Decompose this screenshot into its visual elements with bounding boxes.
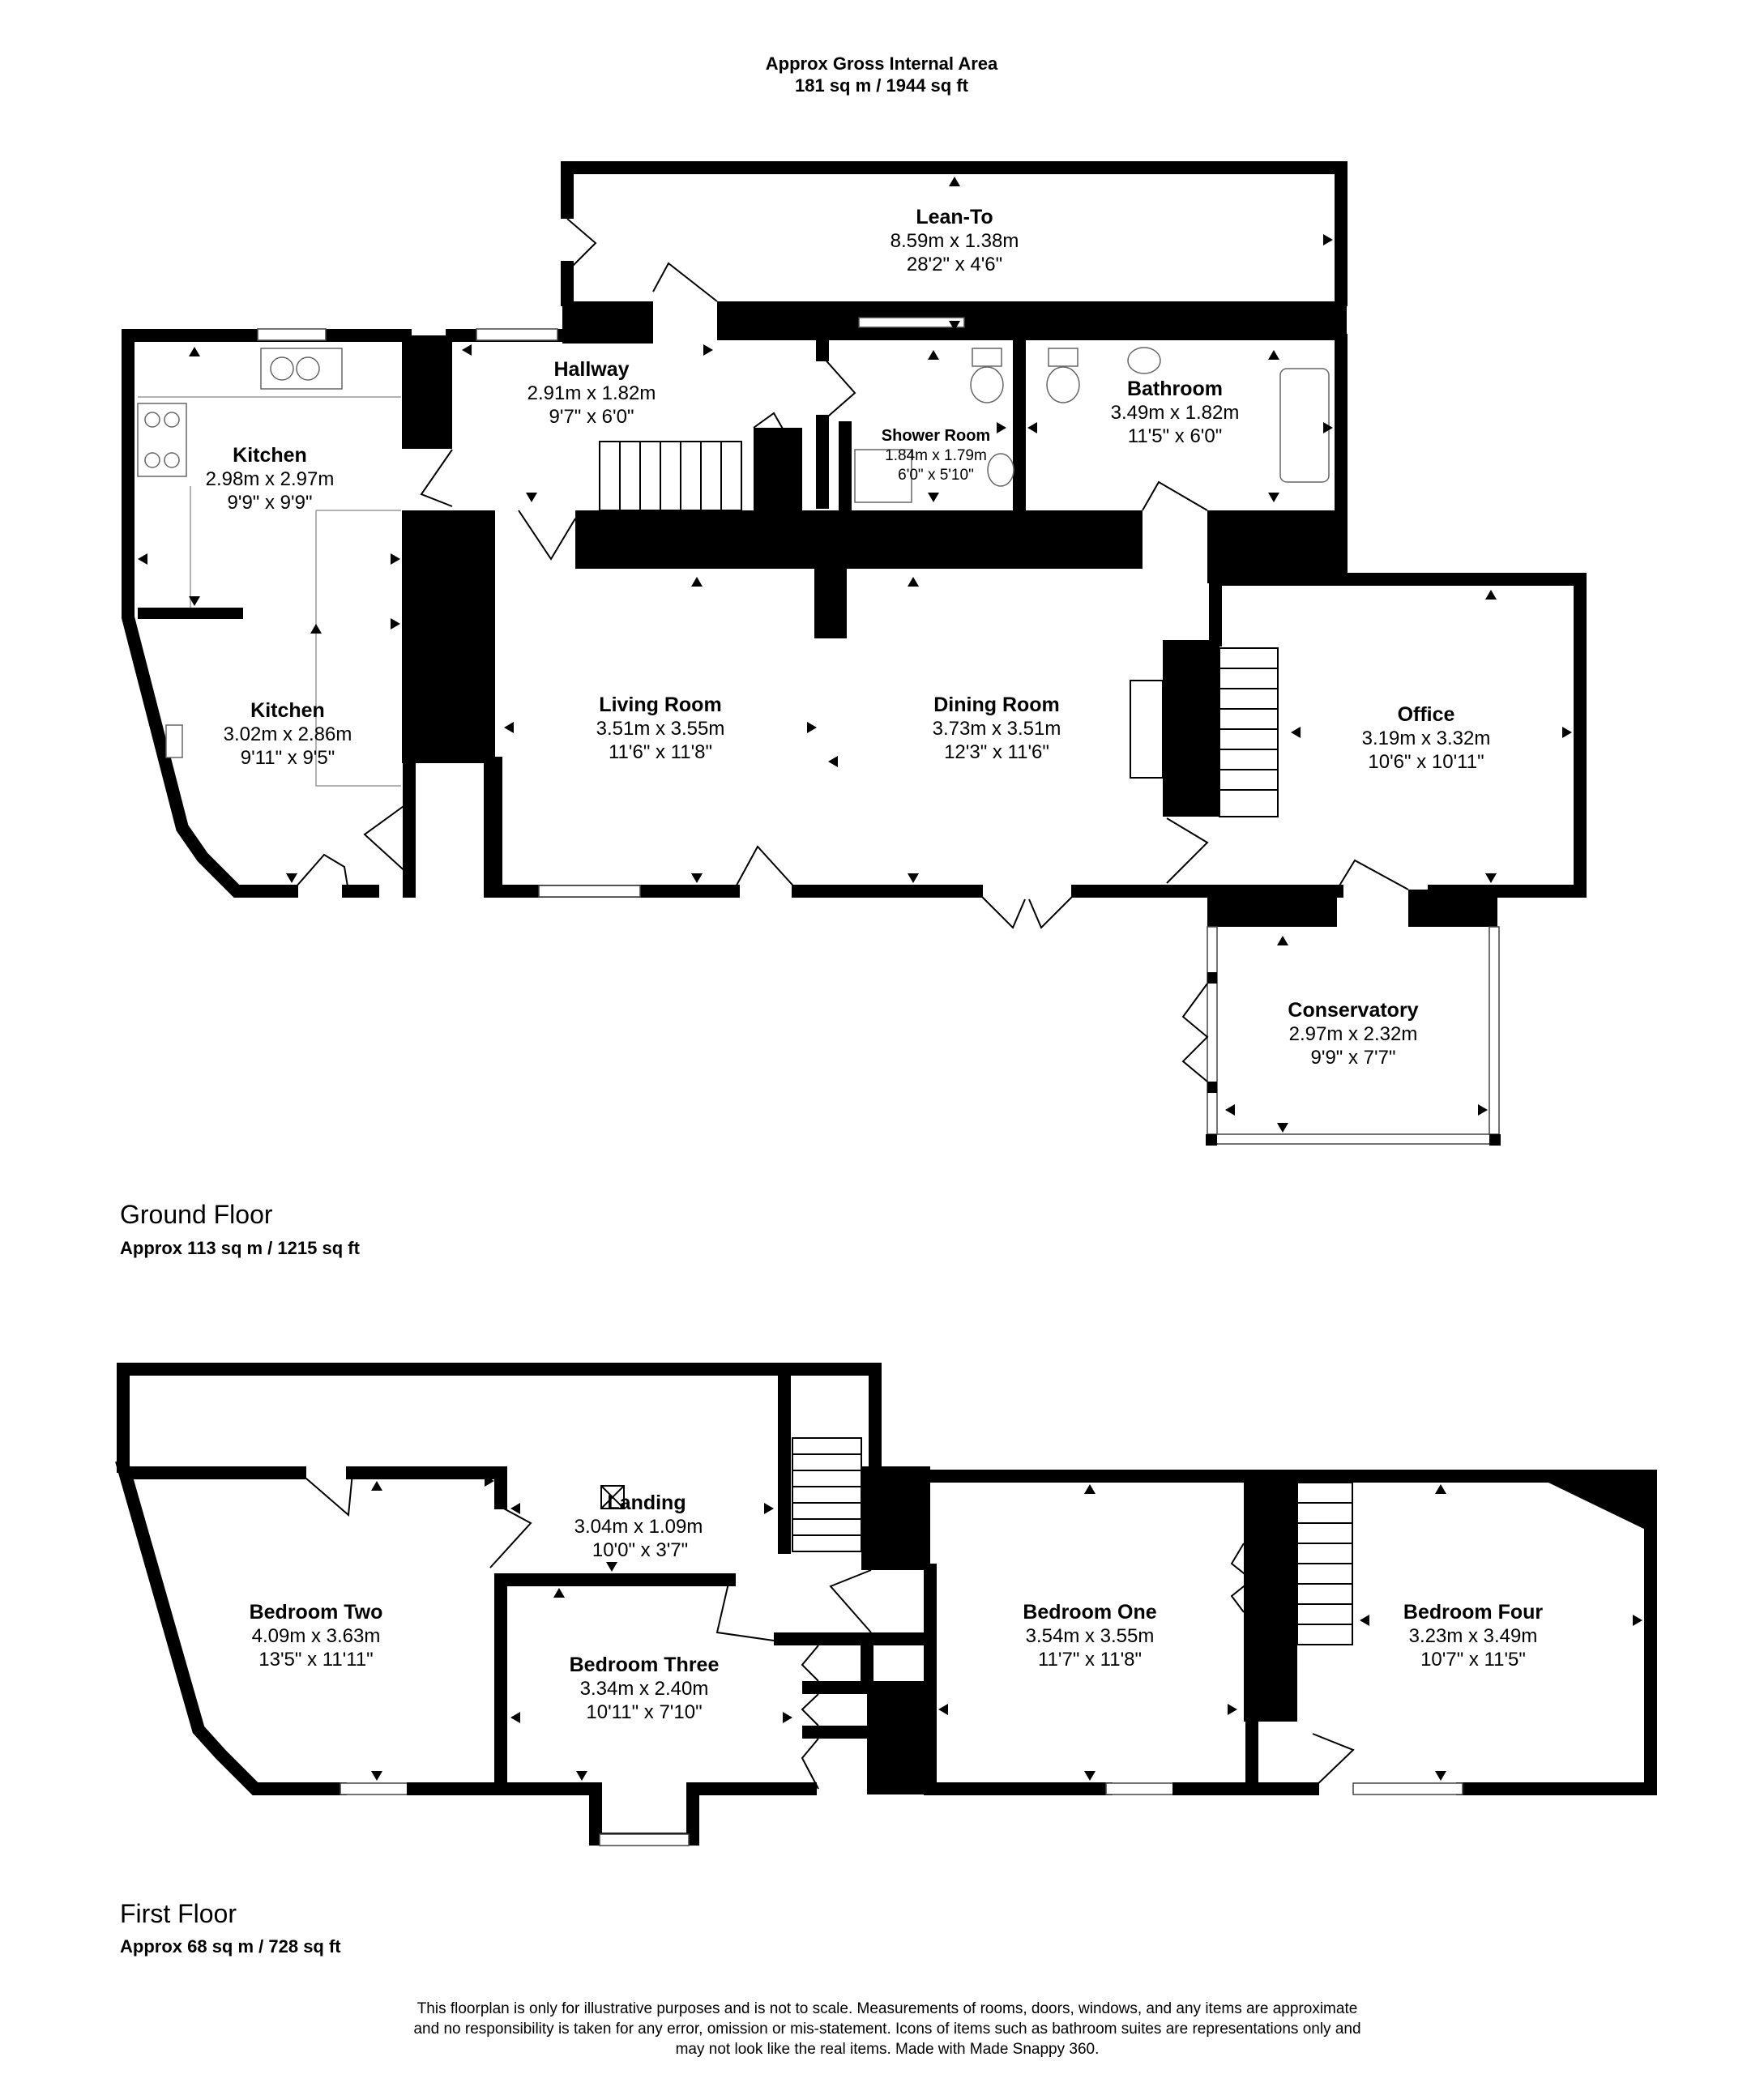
measure-arrow [504,722,514,733]
label-hallway [527,358,656,428]
measure-arrow [1291,727,1301,738]
measure-arrow [1277,1123,1288,1133]
measure-arrow [391,553,400,565]
room-name: Kitchen [233,444,307,467]
cupboard-wall-a [774,1632,928,1645]
hall-lean-to-door[interactable] [653,263,717,301]
measure-arrow [1485,590,1497,600]
measure-arrow [764,1503,774,1514]
dining-french-doors[interactable] [976,891,1078,928]
label-living-room [596,693,725,763]
bedroom-one-door[interactable] [831,1570,871,1632]
ground-floor-area: Approx 113 sq m / 1215 sq ft [120,1238,360,1258]
kitchen-sink-bowl-a [271,357,293,380]
office-stair-outline [1219,648,1278,817]
bedroom-four-door[interactable] [1313,1734,1353,1789]
room-name: Bedroom Four [1403,1601,1544,1624]
stairs-treads [792,1454,861,1535]
bathroom-basin [1128,348,1160,373]
kitchen-living-wall [402,510,495,763]
room-imperial: 9'9" x 7'7" [1310,1047,1396,1069]
measure-arrow [286,873,297,883]
measure-arrow [928,350,939,360]
shower-basin [988,454,1014,486]
measure-arrow [1268,350,1279,360]
stair-treads [620,442,721,510]
room-metric: 2.91m x 1.82m [527,382,656,404]
living-garden-door[interactable] [733,847,798,891]
measure-arrow [807,722,817,733]
dining-chimney [1163,640,1219,817]
measure-arrow [1084,1771,1096,1781]
kitchen-top-window [258,329,326,340]
room-name: Kitchen [250,699,325,722]
label-bedroom-three [570,1654,720,1723]
room-metric: 3.19m x 3.32m [1361,728,1491,749]
bedroom-four-window [1353,1783,1463,1794]
measure-arrow [510,1712,520,1723]
label-bedroom-two [250,1601,383,1671]
disclaimer-line-1: This floorplan is only for illustrative purposes and is not to scale. Measurements of rooms, doors, windows, and any items are approximate [416,2000,1358,2017]
stair-enclosure-wall [778,1369,791,1554]
kitchen-hob [138,403,186,476]
hallway-window [476,329,557,340]
dining-office-door[interactable] [1167,818,1207,883]
conservatory-corner-d [1489,1134,1501,1146]
bathroom-toilet-cistern [1049,348,1078,366]
ground-floor-plan [120,168,1580,1258]
label-dining-room [933,693,1061,763]
room-imperial: 10'7" x 11'5" [1420,1649,1526,1671]
measure-arrow [1485,873,1497,883]
gross-area-title: Approx Gross Internal Area [765,53,998,74]
conservatory-left-glazing [1207,927,1217,1142]
room-imperial: 10'11" x 7'10" [586,1701,703,1723]
stair-treads [1297,1503,1352,1624]
bedroom-two-door[interactable] [300,1473,352,1515]
shower-room-wall [839,421,852,510]
shower-bath-wall [1013,340,1026,510]
bedroom-three-walls [501,1789,810,1839]
measure-arrow [691,577,703,587]
measure-arrow [997,422,1006,433]
bedroom-one-window [1106,1783,1179,1794]
conservatory-corner-b [1207,1082,1217,1093]
label-lean-to [891,206,1019,275]
lean-to-divider-left [562,301,653,344]
room-name: Bedroom Two [249,1601,383,1624]
room-name: Bedroom One [1023,1601,1157,1624]
kitchen-hall-column [402,335,452,449]
measure-arrow [371,1481,382,1491]
office-conservatory-wall-b [1408,890,1497,927]
hob-ring-c [145,453,160,467]
office-staircase[interactable] [1219,648,1278,817]
measure-arrow [949,177,960,186]
room-imperial: 11'6" x 11'8" [608,741,713,763]
bedroom-three-window [600,1834,689,1846]
measure-arrow [1435,1771,1446,1781]
cupboard-door-a[interactable] [802,1645,818,1681]
room-metric: 3.73m x 3.51m [932,718,1061,740]
measure-arrow [783,1712,792,1723]
landing-door[interactable] [490,1507,531,1568]
kitchen-lobby-wall [409,763,490,891]
disclaimer [413,2000,1360,2058]
measure-arrow [310,624,322,634]
room-name: Shower Room [881,427,991,445]
shower-toilet [971,367,1003,403]
room-imperial: 9'9" x 9'9" [227,492,313,514]
measure-arrow [1633,1615,1642,1626]
label-conservatory [1288,999,1418,1069]
label-bedroom-four [1403,1601,1543,1671]
first-floor-top-strip [123,1369,875,1476]
label-bathroom [1111,378,1240,447]
conservatory-corner-a [1207,972,1217,984]
measure-arrow [189,347,200,356]
cupboard-door-b[interactable] [802,1694,818,1726]
room-imperial: 6'0" x 5'10" [898,467,974,484]
room-name: Hallway [553,358,630,381]
room-imperial: 28'2" x 4'6" [906,254,1003,275]
shower-room-door[interactable] [822,356,855,421]
room-imperial: 10'6" x 10'11" [1368,751,1484,773]
room-imperial: 10'0" x 3'7" [592,1539,689,1561]
measure-arrow [928,493,939,502]
measure-arrow [606,1562,617,1572]
cupboard-door-c[interactable] [802,1739,818,1789]
room-name: Living Room [599,693,722,716]
first-floor-doors [300,1473,1353,1789]
room-name: Landing [607,1491,686,1514]
measure-arrow [1360,1615,1369,1626]
label-kitchen-b [224,699,352,769]
room-imperial: 11'5" x 6'0" [1127,425,1223,447]
kitchen-back-door[interactable] [296,855,348,891]
under-stair-wall [754,428,802,510]
office-conservatory-wall-a [1207,890,1337,927]
room-metric: 3.04m x 1.09m [574,1516,703,1538]
living-window [539,886,640,897]
kitchen-appliance [166,725,182,757]
room-imperial: 9'7" x 6'0" [549,406,634,428]
measure-arrow [703,344,713,356]
central-spine-wall [575,510,1143,569]
room-name: Dining Room [933,693,1060,716]
bedroom-four-stair-wall [1244,1470,1297,1722]
cupboard-wall-b [802,1681,867,1694]
office-stair-treads [1219,668,1278,790]
room-name: Bathroom [1126,378,1224,400]
first-floor-plan [120,1369,1657,1957]
room-metric: 3.02m x 2.86m [223,723,352,745]
disclaimer-line-3: may not look like the real items. Made with Made Snappy 360. [675,2041,1100,2058]
measure-arrow [1027,422,1037,433]
measure-arrow [1228,1704,1237,1715]
room-metric: 2.98m x 2.97m [205,468,335,490]
measure-arrow [828,756,838,767]
conservatory-side-door[interactable] [1183,984,1207,1082]
bedroom-two-window [340,1783,413,1794]
shower-toilet-cistern [972,348,1002,366]
room-name: Conservatory [1288,999,1419,1022]
room-metric: 4.09m x 3.63m [251,1625,381,1647]
lean-to-divider-right [717,301,1347,340]
measure-arrow [138,553,147,565]
first-floor-stairs[interactable] [792,1438,861,1551]
room-imperial: 13'5" x 11'11" [258,1649,374,1671]
ground-floor-title: Ground Floor [120,1200,273,1229]
room-metric: 1.84m x 1.79m [885,447,987,464]
measure-arrow [691,873,703,883]
hob-ring-a [145,412,160,427]
room-metric: 3.34m x 2.40m [579,1678,709,1700]
measure-arrow [576,1771,587,1781]
bathroom-door[interactable] [1143,482,1207,510]
conservatory-right-glazing [1489,927,1499,1142]
conservatory-corner-c [1206,1134,1217,1146]
measure-arrow [1277,936,1288,945]
room-imperial: 9'11" x 9'5" [240,747,335,769]
bathroom-toilet [1047,367,1079,403]
cupboard-block [867,1681,930,1794]
stair-head-wall [861,1466,930,1570]
measure-arrow [908,577,919,587]
room-metric: 3.49m x 1.82m [1110,402,1240,424]
lobby-door[interactable] [365,802,409,875]
measure-arrow [1562,727,1572,738]
conservatory-bottom-glazing [1207,1134,1499,1144]
hallway-staircase[interactable] [600,442,741,510]
hall-kitchen-door[interactable] [421,450,452,506]
first-floor-area: Approx 68 sq m / 728 sq ft [120,1936,341,1957]
first-floor-title: First Floor [120,1899,237,1928]
hob-ring-b [164,412,179,427]
label-office [1362,703,1491,773]
lean-to-door[interactable] [567,219,596,267]
gross-area-value: 181 sq m / 1944 sq ft [795,75,968,96]
measure-arrow [1084,1484,1096,1494]
bedroom-three-door[interactable] [717,1580,774,1641]
measure-arrow [1435,1484,1446,1494]
measure-arrow [908,873,919,883]
hob-ring-d [164,453,179,467]
room-metric: 3.51m x 3.55m [596,718,725,740]
disclaimer-line-2: and no responsibility is taken for any error, omission or mis-statement. Icons of items such as bathroom suites are representations only and [413,2021,1361,2038]
bathroom-office-wall [1207,510,1347,583]
measure-arrow [371,1771,382,1781]
room-metric: 2.97m x 2.32m [1288,1023,1418,1045]
cupboard-wall-c [802,1726,867,1739]
measure-arrow [1478,1104,1488,1116]
stair-outline [600,442,741,510]
measure-arrow [553,1588,565,1598]
room-metric: 3.54m x 3.55m [1025,1625,1155,1647]
room-name: Bedroom Three [569,1654,720,1676]
measure-arrow [938,1704,948,1715]
room-metric: 8.59m x 1.38m [890,230,1019,252]
bedroom-four-slope [1523,1470,1657,1535]
room-metric: 3.23m x 3.49m [1408,1625,1538,1647]
measure-arrow [526,493,537,502]
label-landing [574,1491,703,1561]
fireplace [1130,681,1163,778]
bathtub [1280,369,1329,482]
label-shower-room [882,427,990,484]
room-name: Office [1397,703,1455,726]
kitchen-sink-bowl-b [297,357,319,380]
room-name: Lean-To [916,206,993,228]
label-kitchen-a [206,444,335,514]
hall-living-door[interactable] [519,510,575,559]
measure-arrow [1225,1104,1235,1116]
measure-arrow [391,618,400,629]
measure-arrow [1268,493,1279,502]
kitchen-partition [138,608,243,619]
label-bedroom-one [1023,1601,1156,1671]
measure-arrow [1323,234,1333,245]
room-imperial: 12'3" x 11'6" [944,741,1049,763]
measure-arrow [462,344,472,356]
bedroom-four-staircase[interactable] [1297,1483,1352,1645]
central-chimney [814,567,847,638]
room-imperial: 11'7" x 11'8" [1037,1649,1143,1671]
lean-to-window [859,318,964,327]
office-conservatory-door[interactable] [1337,860,1408,890]
